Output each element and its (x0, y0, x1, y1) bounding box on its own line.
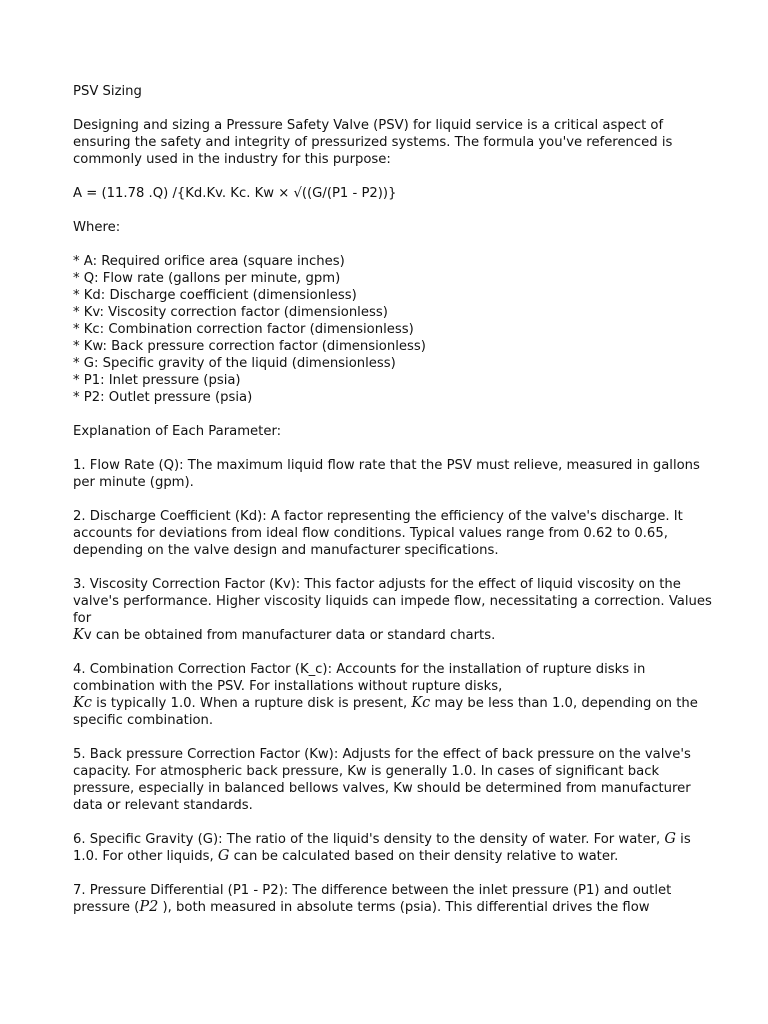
explanation-heading: Explanation of Each Parameter: (73, 424, 282, 439)
math-kv: K (73, 627, 84, 643)
param-text: 3. Viscosity Correction Factor (Kv): This factor adjusts for the effect of liquid viscosity on the valve's performance. Higher viscosity liquids can impede flow, necessitating a correction. Values for (73, 577, 712, 626)
variable-list (73, 253, 713, 406)
param-text: is typically 1.0. When a rupture disk is present, (91, 696, 412, 711)
list-item: * A: Required orifice area (square inches) (73, 254, 345, 269)
param-discharge-coefficient: 2. Discharge Coefficient (Kd): A factor representing the efficiency of the valve's discharge. It accounts for deviations from ideal flow conditions. Typical values range from 0.62 to 0.65, depending on the valve design and manufacturer specifications. (73, 509, 683, 558)
param-text: 4. Combination Correction Factor (K_c): Accounts for the installation of rupture disks in combination with the PSV. For installations without rupture disks, (73, 662, 646, 694)
param-text: 7. Pressure Differential (P1 - P2): The difference between the inlet pressure (P1) and outlet pressure ( (73, 883, 672, 915)
list-item: * Kv: Viscosity correction factor (dimensionless) (73, 305, 388, 320)
list-item: * Kd: Discharge coefficient (dimensionless) (73, 288, 357, 303)
list-item: * Q: Flow rate (gallons per minute, gpm) (73, 271, 341, 286)
list-item: * P2: Outlet pressure (psia) (73, 390, 253, 405)
param-pressure-differential (73, 882, 713, 916)
param-flow-rate: 1. Flow Rate (Q): The maximum liquid flow rate that the PSV must relieve, measured in gallons per minute (gpm). (73, 458, 700, 490)
param-text: can be calculated based on their density relative to water. (229, 849, 619, 864)
list-item: * P1: Inlet pressure (psia) (73, 373, 241, 388)
math-g: G (664, 831, 676, 847)
document-page (73, 83, 713, 933)
param-text: ), both measured in absolute terms (psia). This differential drives the flow (158, 900, 650, 915)
param-text: 6. Specific Gravity (G): The ratio of the liquid's density to the density of water. For water, (73, 832, 665, 847)
param-viscosity-correction (73, 576, 713, 644)
intro-paragraph: Designing and sizing a Pressure Safety Valve (PSV) for liquid service is a critical aspect of ensuring the safety and integrity of pressurized systems. The formula you've referenced is commonly used in the industry for this purpose: (73, 118, 673, 167)
param-back-pressure-correction: 5. Back pressure Correction Factor (Kw): Adjusts for the effect of back pressure on the valve's capacity. For atmospheric back pressure, Kw is generally 1.0. In cases of significant back pressure, especially in balanced bellows valves, Kw should be determined from manufacturer data or relevant standards. (73, 747, 691, 813)
param-combination-correction (73, 661, 713, 729)
math-kc: Kc (411, 695, 431, 711)
param-text: is 1.0. For other liquids, (73, 832, 691, 864)
param-text: may be less than 1.0, depending on the specific combination. (73, 696, 698, 728)
param-text: v can be obtained from manufacturer data or standard charts. (83, 628, 496, 643)
param-specific-gravity (73, 831, 713, 865)
psv-formula: A = (11.78 .Q) /{Kd.Kv. Kc. Kw × √((G/(P1 - P2))} (73, 186, 397, 201)
document-title: PSV Sizing (73, 84, 142, 99)
list-item: * Kw: Back pressure correction factor (dimensionless) (73, 339, 426, 354)
where-label: Where: (73, 220, 121, 235)
math-p2: P2 (139, 899, 159, 915)
list-item: * G: Specific gravity of the liquid (dimensionless) (73, 356, 396, 371)
math-g: G (217, 848, 230, 864)
list-item: * Kc: Combination correction factor (dimensionless) (73, 322, 414, 337)
math-kc: Kc (73, 695, 92, 711)
